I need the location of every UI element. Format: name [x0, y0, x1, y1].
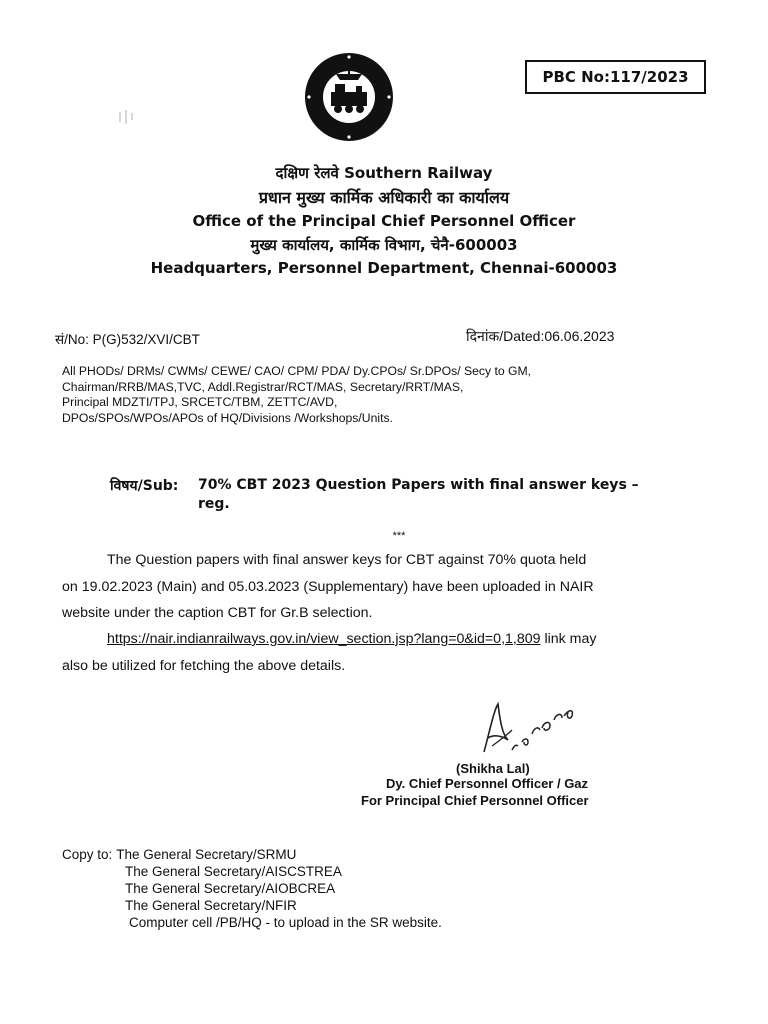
signatory-name: (Shikha Lal) — [456, 761, 530, 776]
letterhead-office-hindi: प्रधान मुख्य कार्मिक अधिकारी का कार्यालय — [258, 188, 510, 207]
subject-label: विषय/Sub: — [110, 478, 179, 494]
subject-text: 70% CBT 2023 Question Papers with final answer keys – reg. — [198, 477, 639, 512]
body-line: on 19.02.2023 (Main) and 05.03.2023 (Supplementary) have been uploaded in NAIR — [62, 579, 594, 595]
pbc-number-box — [525, 60, 706, 94]
letterhead-address-english: Headquarters, Personnel Department, Chennai-600003 — [150, 259, 618, 277]
recipient-line: DPOs/SPOs/WPOs/APOs of HQ/Divisions /Workshops/Units. — [62, 410, 393, 425]
scan-mark — [118, 108, 140, 128]
indian-railways-logo — [304, 52, 394, 142]
recipient-line: Principal MDZTI/TPJ, SRCETC/TBM, ZETTC/AVD, — [62, 395, 338, 409]
letterhead-railway-name: दक्षिण रेलवे Southern Railway — [275, 164, 493, 182]
copy-to-item: Computer cell /PB/HQ - to upload in the SR website. — [129, 915, 442, 930]
copy-to-item: The General Secretary/AIOBCREA — [125, 881, 336, 896]
handwritten-signature — [472, 690, 582, 760]
copy-to-item: The General Secretary/SRMU — [116, 847, 297, 862]
copy-to-item: The General Secretary/NFIR — [125, 898, 297, 913]
reference-number: सं/No: P(G)532/XVI/CBT — [55, 332, 200, 347]
recipient-line: All PHODs/ DRMs/ CWMs/ CEWE/ CAO/ CPM/ PDA/ Dy.CPOs/ Sr.DPOs/ Secy to GM, — [62, 364, 532, 378]
recipient-line: Chairman/RRB/MAS,TVC, Addl.Registrar/RCT/MAS, Secretary/RRT/MAS, — [62, 379, 464, 394]
recipient-list — [62, 364, 702, 426]
signatory-designation: Dy. Chief Personnel Officer / Gaz — [386, 776, 589, 791]
body-link-suffix: link may — [540, 631, 597, 647]
body-link-line — [107, 631, 597, 647]
pbc-number: PBC No:117/2023 — [542, 68, 689, 86]
letterhead-address-hindi: मुख्य कार्यालय, कार्मिक विभाग, चेनै-600003 — [250, 236, 518, 254]
reference-date: दिनांक/Dated:06.06.2023 — [466, 328, 615, 344]
nair-link[interactable]: https://nair.indianrailways.gov.in/view_section.jsp?lang=0&id=0,1,809 — [107, 631, 541, 647]
signatory-for-line: For Principal Chief Personnel Officer — [361, 793, 589, 808]
letterhead-office-english: Office of the Principal Chief Personnel Officer — [192, 212, 576, 230]
copy-to-label: Copy to: — [62, 847, 113, 862]
body-line: also be utilized for fetching the above details. — [62, 658, 346, 674]
copy-to-item: The General Secretary/AISCSTREA — [125, 864, 342, 879]
separator: *** — [392, 530, 406, 542]
body-line: The Question papers with final answer keys for CBT against 70% quota held — [107, 552, 587, 568]
body-line: website under the caption CBT for Gr.B selection. — [62, 605, 373, 621]
